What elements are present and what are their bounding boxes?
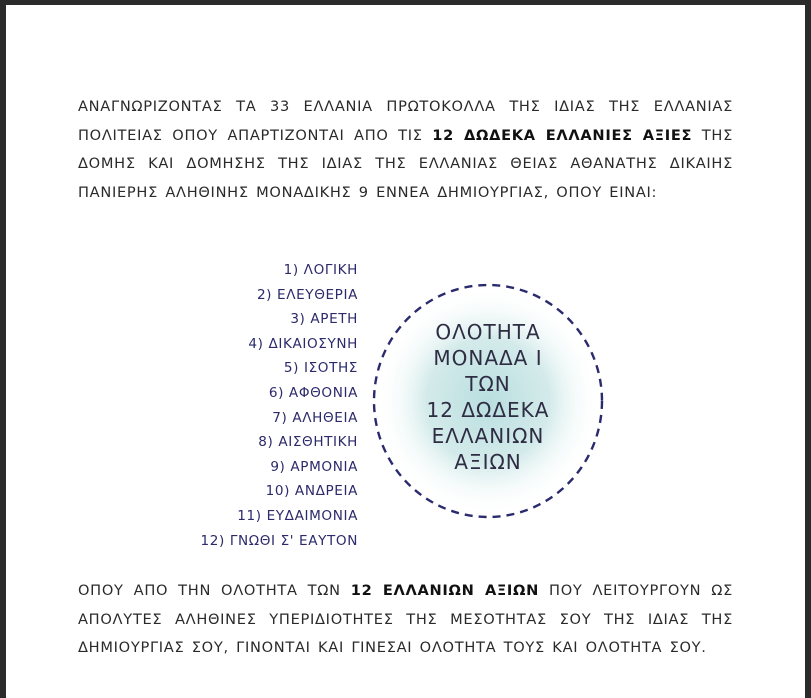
virtues-list bbox=[150, 258, 358, 553]
circle-line: ΑΞΙΩΝ bbox=[454, 450, 522, 474]
intro-text-before: ΑΝΑΓΝΩΡΙΖΟΝΤΑΣ ΤΑ 33 ΕΛΛΑΝΙΑ ΠΡΩΤΟΚΟΛΛΑ ΤΗΣ ΙΔΙΑΣ ΤΗΣ ΕΛΛΑΝΙΑΣ ΠΟΛΙΤΕΙΑΣ ΟΠΟΥ ΑΠΑΡΤΙΖΟΝΤΑΙ ΑΠΟ ΤΙΣ bbox=[78, 98, 733, 144]
virtue-item: 7) ΑΛΗΘΕΙΑ bbox=[272, 409, 358, 426]
outro-bold-values: 12 ΕΛΛΑΝΙΩΝ ΑΞΙΩΝ bbox=[350, 582, 540, 599]
intro-paragraph bbox=[78, 93, 733, 207]
circle-line: ΜΟΝΑΔΑ Ι bbox=[433, 346, 543, 370]
virtue-item: 5) ΙΣΟΤΗΣ bbox=[283, 360, 358, 377]
outro-text-before: ΟΠΟΥ ΑΠΟ ΤΗΝ ΟΛΟΤΗΤΑ ΤΩΝ bbox=[78, 582, 341, 599]
virtue-item: 8) ΑΙΣΘΗΤΙΚΗ bbox=[258, 434, 358, 451]
virtue-item: 9) ΑΡΜΟΝΙΑ bbox=[270, 458, 358, 475]
virtue-item: 4) ΔΙΚΑΙΟΣΥΝΗ bbox=[248, 335, 358, 352]
virtue-item: 12) ΓΝΩΘΙ Σ' ΕΑΥΤΟΝ bbox=[200, 532, 358, 549]
page-frame-left bbox=[0, 0, 6, 698]
virtue-item: 3) ΑΡΕΤΗ bbox=[290, 311, 358, 328]
intro-bold-values: 12 ΔΩΔΕΚΑ ΕΛΛΑΝΙΕΣ ΑΞΙΕΣ bbox=[432, 126, 693, 144]
virtue-item: 11) ΕΥΔΑΙΜΟΝΙΑ bbox=[237, 507, 358, 524]
outro-text-after: ΠΟΥ ΛΕΙΤΟΥΡΓΟΥΝ ΩΣ ΑΠΟΛΥΤΕΣ ΑΛΗΘΙΝΕΣ ΥΠΕΡΙΔΙΟΤΗΤΕΣ ΤΗΣ ΜΕΣΟΤΗΤΑΣ ΣΟΥ ΤΗΣ ΙΔΙΑΣ ΤΗΣ ΔΗΜΙΟΥΡΓΙΑΣ ΣΟΥ, ΓΙΝΟΝΤΑΙ ΚΑΙ ΓΙΝΕΣΑΙ ΟΛΟΤΗΤΑ ΤΟΥΣ ΚΑΙ ΟΛΟΤΗΤΑ ΣΟΥ. bbox=[78, 582, 733, 657]
circle-line: ΕΛΛΑΝΙΩΝ bbox=[431, 424, 545, 448]
virtue-item: 6) ΑΦΘΟΝΙΑ bbox=[268, 384, 358, 401]
circle-text bbox=[370, 319, 606, 475]
intro-text-after: ΤΗΣ ΔΟΜΗΣ ΚΑΙ ΔΟΜΗΣΗΣ ΤΗΣ ΙΔΙΑΣ ΤΗΣ ΕΛΛΑΝΙΑΣ ΘΕΙΑΣ ΑΘΑΝΑΤΗΣ ΔΙΚΑΙΗΣ ΠΑΝΙΕΡΗΣ ΑΛΗΘΙΝΗΣ ΜΟΝΑΔΙΚΗΣ 9 ΕΝΝΕΑ ΔΗΜΙΟΥΡΓΙΑΣ, ΟΠΟΥ ΕΙΝΑΙ: bbox=[78, 126, 733, 201]
virtue-item: 10) ΑΝΔΡΕΙΑ bbox=[265, 483, 358, 500]
circle-line: ΟΛΟΤΗΤΑ bbox=[435, 320, 541, 344]
virtue-item: 1) ΛΟΓΙΚΗ bbox=[283, 262, 358, 278]
page-frame-right bbox=[805, 0, 811, 698]
page-frame-top bbox=[0, 0, 811, 5]
circle-line: 12 ΔΩΔΕΚΑ bbox=[426, 398, 550, 422]
outro-paragraph bbox=[78, 577, 733, 663]
circle-line: ΤΩΝ bbox=[465, 372, 511, 396]
virtue-item: 2) ΕΛΕΥΘΕΡΙΑ bbox=[256, 286, 358, 303]
wholeness-circle bbox=[370, 281, 606, 521]
